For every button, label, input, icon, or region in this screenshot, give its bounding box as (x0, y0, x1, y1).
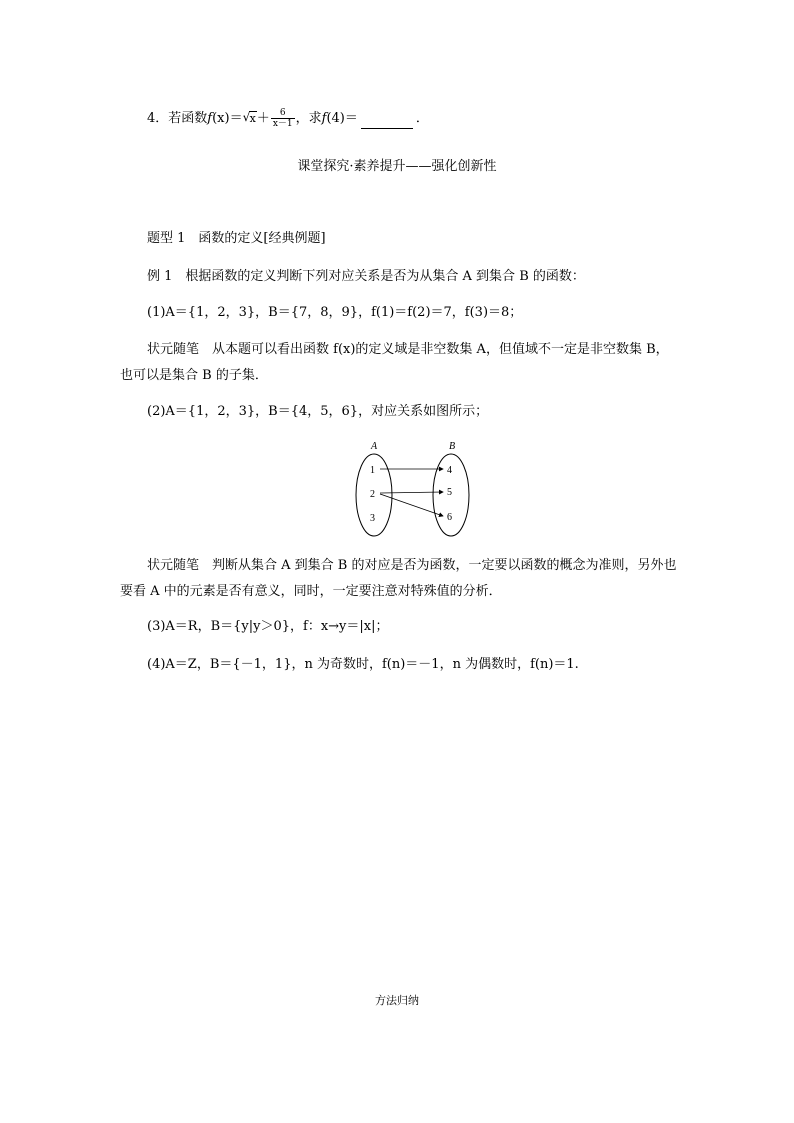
item-1: (1)A＝{1，2，3}，B＝{7，8，9}，f(1)＝f(2)＝7，f(3)＝8； (147, 305, 523, 320)
answer-blank[interactable] (361, 114, 413, 129)
question-4: 4．若函数f(x)＝ √ x＋ $\frac{6}{x-1}$ ，求f(4)＝ ． (147, 108, 429, 129)
a-element-2: 2 (370, 489, 375, 500)
a-element-1: 1 (370, 465, 375, 476)
note-2: 状元随笔 判断从集合 A 到集合 B 的对应是否为函数，一定要以函数的概念为准则，另外也要看 A 中的元素是否有意义，同时，一定要注意对特殊值的分析． (120, 558, 677, 599)
section-title: 课堂探究·素养提升——强化创新性 (297, 159, 497, 174)
set-b-label: B (449, 441, 456, 452)
arrow-2-to-5 (380, 492, 443, 493)
b-element-4: 4 (447, 465, 452, 476)
b-element-5: 5 (447, 487, 452, 498)
footer-text: 方法归纳 (375, 994, 419, 1007)
item-2: (2)A＝{1，2，3}，B＝{4，5，6}，对应关系如图所示； (147, 404, 489, 419)
set-a-label: A (371, 441, 378, 452)
fraction: $\frac{6}{x-1}$ (272, 108, 293, 129)
b-element-6: 6 (447, 512, 452, 523)
item-4: (4)A＝Z，B＝{－1，1}，n 为奇数时，f(n)＝－1，n 为偶数时，f(n)＝1. (147, 657, 579, 672)
example-1: 例 1 根据函数的定义判断下列对应关系是否为从集合 A 到集合 B 的函数： (147, 269, 585, 284)
note-1: 状元随笔 从本题可以看出函数 f(x)的定义域是非空数集 A，但值域不一定是非空数集 B，也可以是集合 B 的子集． (120, 342, 669, 383)
sqrt-x: √ x (242, 110, 256, 125)
question-type-heading: 题型 1 函数的定义[经典例题] (147, 231, 326, 246)
mapping-diagram (350, 437, 490, 539)
a-element-3: 3 (370, 513, 375, 524)
item-3: (3)A＝R，B＝{y|y＞0}，f：x→y＝|x|； (147, 619, 389, 634)
